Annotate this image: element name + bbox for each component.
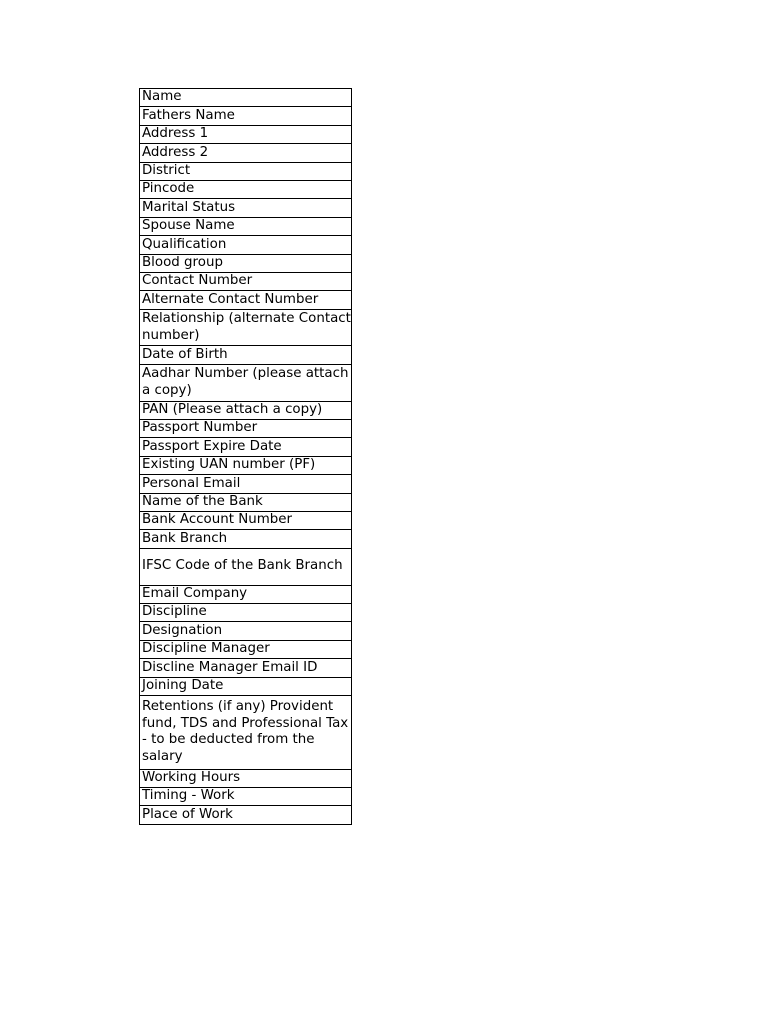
table-row [140,107,352,125]
field-label-passport-number: Passport Number [140,420,352,438]
table-row [140,493,352,511]
field-label-aadhar-number: Aadhar Number (please attach a copy) [140,364,352,401]
field-label-relationship: Relationship (alternate Contact number) [140,309,352,346]
field-label-alternate-contact-number: Alternate Contact Number [140,291,352,309]
field-label-personal-email: Personal Email [140,475,352,493]
field-label-fathers-name: Fathers Name [140,107,352,125]
table-row [140,401,352,419]
table-row [140,125,352,143]
table-row [140,475,352,493]
table-row [140,603,352,621]
field-label-pincode: Pincode [140,180,352,198]
field-label-existing-uan-number: Existing UAN number (PF) [140,456,352,474]
table-row [140,364,352,401]
field-label-timing-work: Timing - Work [140,787,352,805]
field-label-contact-number: Contact Number [140,272,352,290]
table-row [140,548,352,585]
field-label-address-1: Address 1 [140,125,352,143]
field-label-passport-expire-date: Passport Expire Date [140,438,352,456]
table-row [140,144,352,162]
table-row [140,659,352,677]
table-row [140,585,352,603]
table-row [140,272,352,290]
field-label-discipline-manager: Discipline Manager [140,640,352,658]
field-label-date-of-birth: Date of Birth [140,346,352,364]
field-label-spouse-name: Spouse Name [140,217,352,235]
field-label-retentions: Retentions (if any) Provident fund, TDS and Professional Tax - to be deducted from the salary [140,695,352,769]
table-row [140,217,352,235]
field-label-discipline-manager-email: Discline Manager Email ID [140,659,352,677]
field-label-pan: PAN (Please attach a copy) [140,401,352,419]
table-row [140,420,352,438]
table-row [140,769,352,787]
table-row [140,309,352,346]
table-row [140,456,352,474]
field-label-bank-branch: Bank Branch [140,530,352,548]
field-label-working-hours: Working Hours [140,769,352,787]
field-label-blood-group: Blood group [140,254,352,272]
field-label-discipline: Discipline [140,603,352,621]
table-row [140,89,352,107]
field-label-ifsc-code: IFSC Code of the Bank Branch [140,548,352,585]
table-row [140,695,352,769]
field-label-name-of-bank: Name of the Bank [140,493,352,511]
table-row [140,236,352,254]
table-row [140,787,352,805]
table-row [140,622,352,640]
field-label-bank-account-number: Bank Account Number [140,512,352,530]
table-row [140,162,352,180]
table-row [140,438,352,456]
field-label-email-company: Email Company [140,585,352,603]
table-row [140,640,352,658]
table-row [140,291,352,309]
table-row [140,180,352,198]
table-row [140,530,352,548]
table-row [140,346,352,364]
table-row [140,199,352,217]
field-label-qualification: Qualification [140,236,352,254]
table-row [140,254,352,272]
table-row [140,806,352,824]
table-row [140,677,352,695]
field-label-place-of-work: Place of Work [140,806,352,824]
field-label-district: District [140,162,352,180]
field-label-marital-status: Marital Status [140,199,352,217]
employee-details-table [139,88,352,825]
table-row [140,512,352,530]
field-label-name: Name [140,89,352,107]
field-label-address-2: Address 2 [140,144,352,162]
field-label-designation: Designation [140,622,352,640]
field-label-joining-date: Joining Date [140,677,352,695]
